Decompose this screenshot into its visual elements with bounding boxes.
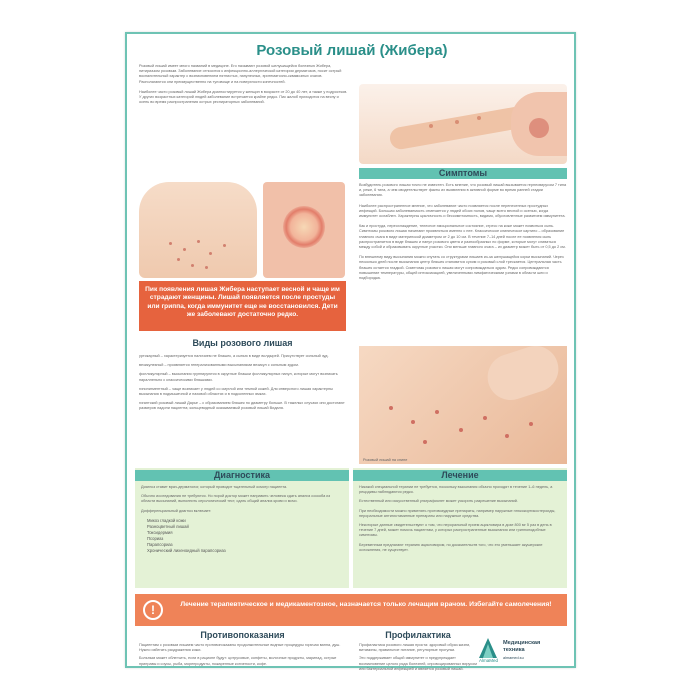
- prevention-section: [359, 630, 477, 672]
- intro-paragraph: Наиболее часто розовый лишай Жибера диагностируется у женщин в возрасте от 20 до 40 лет, а также у подростков. У других возрастных категорий людей заболевание встречается крайне редко. Пик жалоб приходится на весну и осень во время распространения острых респираторных заболеваний.: [139, 89, 348, 105]
- symptoms-paragraph: По внешнему виду высыпания можно спутать со структурами лишаев из-за шелушащейся корки высыпаний. Через несколько дней после высыпания центр бляшек становится сухим и розовый слой трескается. Центральная часть блашек остается гладкой. Симптомы розового лишая могут сопровождаться зудом. Редко сопровождаются повышение температуры, общей интоксикацией, увеличенными лимфатическими узлами в области шеи и подбородка.: [359, 255, 564, 281]
- symptoms-paragraph: Наиболее распространенное мнение, что заболевание часто появляется после перенесенных простудных инфекций. Большая заболеваемость отмечается у людей обоих полов, чаще всего весной и осенью, когда иммунитет ослаблен. Характерны цикличность и бессимптомность, видимо, обусловленные развитием иммунитета.: [359, 203, 566, 219]
- page-title: Розовый лишай (Жибера): [256, 42, 448, 59]
- symptoms-paragraph: Как и простуда, переохлаждение, телесное эмоциональное состояние, стресс на коже может появиться сыпь. Симптомы розового лишая начинают проявляться именно с нее. Классическое клиническое картино – образование главного очага в виде материнской диаметром от 2 до 10 см. В течение 7–14 дней после ее появления сыпь распространяется в виде блашек и папул розового цвета и разнообразных по форме, которые могут сливаться между собой и образовывать округлые участки. Они меньше главного очага – их диаметр может быть от 0,5 до 2 см.: [359, 224, 566, 250]
- arm-illustration: [359, 84, 567, 164]
- intro-section: [139, 64, 349, 105]
- intro-paragraph: Розовый лишай имеет много названий в медицине. Его называют розовой шелушащейся болезнью Жибера, питириазом розовым. Заболевание относится к инфекционно-аллергической категории дерматозов, носит острый воспалительный характер с возникновением пятнистых, папулезных, эритематозно-сквамозных очагов. Располагаются они преимущественно на туловище и на поверхности конечностей.: [139, 64, 342, 84]
- photo-caption: Розовый лишай на спине: [363, 458, 408, 462]
- types-heading: Виды розового лишая: [192, 338, 293, 348]
- contraindications-heading: Противопоказания: [200, 630, 285, 640]
- almamed-logo-icon: [479, 638, 497, 658]
- list-item: гигантский розовый лишай Дарье – с образованием бляшек по диаметру больше. В тяжелых случаях они достигают размеров ладони пациента; кольцевидный оказываемый розовый лишай Видаля.: [139, 401, 345, 411]
- list-item: гипопигментный – чаще возникает у людей со смуглой или темной кожей. Для инверсного лишая характерны высыпания в подмышечной и паховой областях и в подколенных ямках.: [139, 386, 333, 397]
- poster: [125, 32, 576, 671]
- prevention-heading: Профилактика: [385, 630, 451, 640]
- diagnostics-section: [141, 470, 343, 554]
- face-illustration: [511, 92, 567, 156]
- diagnostics-paragraph: Дифференциальный диагноз включает:: [141, 508, 212, 513]
- treatment-paragraph: Некоторые данные свидетельствуют о том, что пероральный прием ацикловира в дозе 800 мг 5 раз в день в течение 7 дней, может помочь пациентам, у которых распространенные высыпания или гриппоподобные симптомы.: [359, 523, 552, 538]
- list-item: Микоз гладкой кожи: [147, 517, 186, 523]
- logo-name-line2: техника: [503, 647, 525, 653]
- alert-bar: [135, 594, 567, 626]
- list-item: везикулезный – проявляется генерализованными высыпаниями везикул с сильным зудом.: [139, 363, 299, 368]
- diagnostics-list: [141, 518, 343, 554]
- symptoms-heading: Симптомы: [438, 168, 488, 178]
- list-item: уртикарный – характеризуется наличием не блашек, а сыпью в виде волдырей. Присутствует сильный зуд.: [139, 354, 329, 358]
- logo-name-line1: Медицинская: [503, 640, 541, 646]
- warning-box: [139, 281, 346, 331]
- list-item: Разноцветный лишай: [147, 523, 189, 529]
- symptoms-section: [359, 168, 567, 281]
- logo-brand: AlmaMed: [479, 658, 499, 663]
- prevention-paragraph: Это поддерживает общий иммунитет и предупреждает возникновение целого ряда болезней, спровоцированных вирусом или бактериальной инфекцией и является розовый лишай.: [359, 656, 477, 671]
- list-item: Псориаз: [147, 535, 164, 541]
- list-item: Токсидермия: [147, 529, 173, 535]
- warning-text: Пик появления лишая Жибера наступает весной и чаще им страдают женщины. Лишай появляется после простуды или гриппа, когда иммунитет еще не восстановился. Дети же заболевают достаточно редко.: [145, 286, 340, 319]
- diagnostics-paragraph: Обычно исследования не требуются. Но порой доктор может направить человека сдать анализ соскоба из области высыпаний, выполнить серологический тест, сдать общий анализ крови и мочи.: [141, 494, 331, 504]
- torso-illustration: [139, 182, 257, 278]
- diagnostics-heading: Диагностика: [214, 470, 270, 480]
- lesion-closeup-illustration: [263, 182, 345, 278]
- back-rash-photo: [359, 346, 567, 464]
- treatment-paragraph: Никакой специальной терапии не требуется, поскольку высыпания обычно проходят в течение 1–6 недель, а рецидивы наблюдаются редко.: [359, 485, 553, 495]
- exclamation-icon: !: [143, 600, 163, 620]
- treatment-paragraph: Естественный или искусственный ультрафиолет может ускорить разрешение высыпаний.: [359, 499, 518, 504]
- list-item: фолликулярный – высыпания группируются в округлые блашки фолликулярных папул, которые могут возникать параллельно с классическими бляшками.: [139, 372, 338, 382]
- almamed-logo: [479, 638, 569, 664]
- treatment-paragraph: При необходимости можно применять противозудные препараты, например наружные глюкокортикостероиды, пероральные антигистаминные препараты или наружные средства.: [359, 508, 556, 518]
- contraindications-paragraph: Пациентам с розовым лишаем часто противопоказаны продолжительные водные процедуры горячая ванна, душ. Нужно избегать раздражения кожи.: [139, 643, 341, 653]
- alert-text: Лечение терапевтическое и медикаментозное, назначается только лечащим врачом. Избегайте самолечения!: [180, 601, 552, 608]
- contraindications-paragraph: Больным может облегчить, если в рационе будут: цитрусовые, конфеты, молочные продукты, маринад, острые приправы и соусы, рыба, морепродукты, пожаренные копчености, кофе.: [139, 656, 337, 666]
- symptoms-paragraph: Возбудитель розового лишая точно не известен. Есть мнение, что розовый лишай вызывается герпесвирусом 7 типа и, реже, 6 типа, а чем свидетельствует факты их выявления в активной форме во время ранней стадии заболевания.: [359, 183, 567, 198]
- treatment-heading: Лечение: [441, 470, 479, 480]
- list-item: Хронический лихеноидный парапсориаз: [147, 547, 226, 553]
- contraindications-section: [139, 630, 346, 667]
- diagnostics-paragraph: Диагноз ставит врач-дерматолог, который проводит тщательный осмотр пациента.: [141, 485, 288, 489]
- logo-site: almamed.su: [503, 656, 524, 660]
- types-list: [139, 354, 346, 412]
- types-section: [139, 338, 346, 416]
- treatment-section: [359, 470, 561, 553]
- treatment-paragraph: Беременным предлагают терапию ацикловиром, но доказательств того, что это уменьшает акушерские осложнения, не существует.: [359, 542, 543, 552]
- list-item: Парапсориаз: [147, 541, 173, 547]
- prevention-paragraph: Профилактика розового лишая проста: здоровый образ жизни, витамины, правильное питание, регулярные прогулки.: [359, 643, 471, 653]
